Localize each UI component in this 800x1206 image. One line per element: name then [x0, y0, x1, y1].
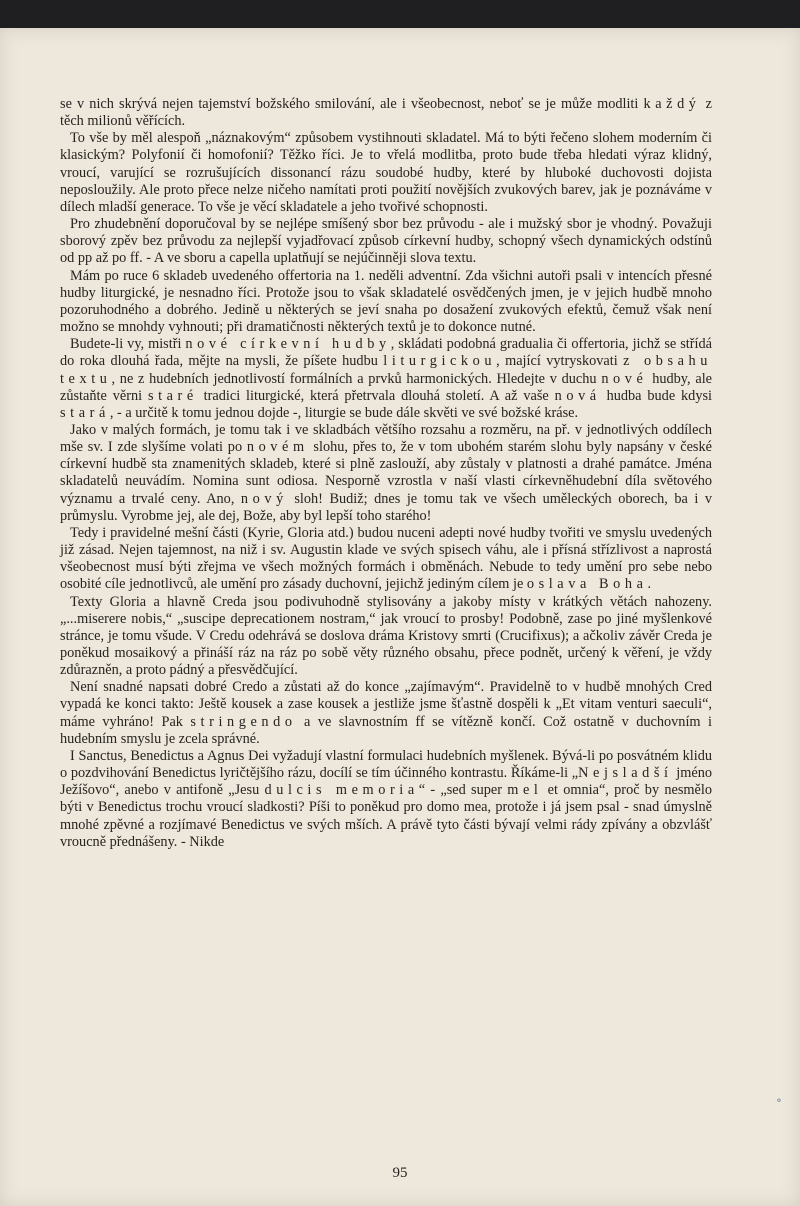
text-run: sloh! Budiž; dnes je tomu tak ve všech uměleckých oborech, ba i v průmyslu. Vyrobme jej, ale dej, Bože, aby byl lepší toho starého!: [60, 490, 712, 524]
text-run: hudby, ale zůstaňte věrni: [60, 370, 713, 404]
text-run: Tedy i pravidelné mešní části (Kyrie, Gloria atd.) budou nuceni adepti nové hudby tvořiti ve smyslu uvedených již zásad. Nejen tajemnost, na niž i sv. Augustin klade ve svých spisech váhu, ale i přísná střízlivost a naprostá všeobecnost musí býti zřejma ve všech možných formách i obměnách. Nebude to tedy umění pro sebe nebo osobité cíle jednotlivců, ale umění pro zásady duchovní, jejichž jediným cílem je: [60, 524, 712, 593]
text-run: a ve slavnostním ff se vítězně končí. Což ostatně v duchovním i hudebním smyslu je zcela správné.: [60, 713, 712, 747]
spaced-emphasis: staré: [147, 387, 198, 404]
text-run: tradici liturgické, která přetrvala dlouhá století. A až vaše: [197, 387, 555, 404]
spaced-emphasis: nová: [554, 387, 601, 404]
text-run: Pro zhudebnění doporučoval by se nejlépe smíšený sbor bez průvodu - ale i mužský sbor je vhodný. Považuji sborový zpěv bez průvodu za nejlepší vyjadřovací způsob církevní hudby, schopný všech dynamických odstínů od pp až po ff. - A ve sboru a capella uplatňují se nejúčinněji slova textu.: [60, 216, 712, 267]
spaced-emphasis: liturgickou: [383, 353, 497, 370]
text-run: , mající vytryskovati: [496, 353, 624, 370]
text-run: Budete-li vy, mistři: [70, 336, 186, 353]
spaced-emphasis: nové: [601, 370, 648, 387]
text-run: z těch milionů věřících.: [60, 96, 712, 130]
spaced-emphasis: mel: [507, 782, 543, 799]
paragraph: [60, 96, 712, 130]
text-run: , skládati podobná gradualia či offertoria, jichž se střídá do roka dlouhá řada, mějte na mysli, že píšete hudbu: [60, 336, 712, 370]
spaced-emphasis: stringendo: [190, 713, 297, 730]
paragraph: [60, 422, 712, 525]
page-number: 95: [392, 1165, 408, 1181]
text-run: I Sanctus, Benedictus a Agnus Dei vyžadují vlastní formulaci hudebních myšlenek. Bývá-li po posvátném klidu o pozdvihování Benedictus lyričtějšího rázu, docílí se tím účinného kontrastu. Říkáme-li „: [60, 747, 712, 782]
paragraph: [60, 268, 712, 337]
spaced-emphasis: novém: [246, 439, 309, 456]
paragraph: [60, 594, 712, 680]
text-run: , - a určitě k tomu jednou dojde -, liturgie se bude dále skvěti ve své božské kráse.: [109, 404, 579, 421]
paragraph: [60, 525, 712, 594]
book-page: [0, 28, 800, 1206]
text-run: Není snadné napsati dobré Credo a zůstati až do konce „zajímavým“. Pravidelně to v hudbě mnohých Cred vypadá ke konci takto: Ještě kousek a zase kousek a jestliže jsme šťastně dospěli k „Et vitam venturi saeculi“, máme vyhráno! Pak: [60, 679, 712, 730]
text-run: Mám po ruce 6 skladeb uvedeného offertoria na 1. neděli adventní. Zda všichni autoři psali v intencích přesné hudby liturgické, je nesnadno říci. Protože jsou to však skladatelé osvědčených jmen, je v jejich hudbě mnoho pozoruhodného a dobrého. Jedině u některých se jeví snaha po dosažení zvukových efektů, čemuž však není možno se mnohdy vyhnouti; při dramatičnosti některých textů je to dokonce nutné.: [60, 267, 712, 336]
text-run: se v nich skrývá nejen tajemství božského smilování, ale i všeobecnost, neboť se je může modliti: [60, 96, 644, 112]
paragraph: [60, 748, 712, 851]
paragraph: [60, 336, 712, 422]
spaced-emphasis: nový: [240, 490, 288, 507]
spaced-emphasis: každý: [643, 96, 701, 112]
text-run: Texty Gloria a hlavně Creda jsou podivuhodně stylisovány a jakoby místy v krátkých větách nahozeny. „...miserere nobis,“ „suscipe deprecationem nostram,“ jak vroucí to prosby! Podobně, zase po jiné myšlenkové stránce, je tomu všude. V Credu odehrává se doslova dráma Kristovy smrti (Crucifixus); a ačkoliv závěr Creda je poněkud mosaikový a přináší ráz na ráz po sobě věty různého obsahu, přece podnět, určený k věření, je vždy zdůrazněn, a proto pádný a přesvědčující.: [60, 593, 712, 679]
text-run: , ne z hudebních jednotlivostí formálních a prvků harmonických. Hledejte v duchu: [111, 370, 602, 387]
spaced-emphasis: oslava Boha: [526, 576, 648, 593]
spaced-emphasis: z obsahu textu: [60, 353, 712, 387]
text-run: .: [647, 576, 652, 593]
text-run: “ - „sed super: [418, 782, 508, 799]
text-run: hudba bude kdysi: [600, 387, 713, 404]
body-text: [60, 96, 712, 851]
paragraph: [60, 216, 712, 267]
spaced-emphasis: stará: [60, 404, 110, 421]
text-run: To vše by měl alespoň „náznakovým“ způsobem vystihnouti skladatel. Má to býti řečeno slohem moderním či klasickým? Polyfonií či homofonií? Těžko říci. Je to vřelá modlitba, proto bude třeba hledati výraz klidný, vroucí, varující se rozrušujících dissonancí rázu soudobé hudby, které by hluboké duchovosti dojista neposloužily. Ale proto přece nelze ničeho namítati proti použití novějších zvukových barev, jak je poznáváme v dílech mladší generace. To vše je věcí skladatele a jeho tvořivé schopnosti.: [60, 130, 712, 215]
spaced-emphasis: nové církevní hudby: [185, 336, 391, 353]
margin-mark: ∘: [776, 1093, 782, 1107]
text-run: et omnia“, proč by nesmělo býti v Benedictus trochu vroucí sladkosti? Píši to poněkud pro domo mea, protože i já jsem psal - snad úmyslně mnohé zpěvné a rozjímavé Benedictus ve svých mších. A právě tyto části bývají velmi rády zpívány a obzvlášť vroucně přednášeny. - Nikde: [60, 782, 712, 850]
spaced-emphasis: dulcis memoria: [264, 782, 419, 799]
spaced-emphasis: Nejsladší: [578, 765, 673, 782]
paragraph: [60, 130, 712, 216]
text-run: slohu, přes to, že v tom ubohém starém slohu byly napsány v české církevní hudbě sta znamenitých skladeb, které si plně zaslouží, aby zůstaly v platnosti a drahé památce. Jména skladatelů neuvádím. Nomina sunt odiosa. Nesporně vzrostla v naší vlasti církevněhudební díla světového významu a trvalé ceny. Ano,: [60, 439, 712, 507]
paragraph: [60, 679, 712, 748]
text-run: Jako v malých formách, je tomu tak i ve skladbách většího rozsahu a rozměru, na př. v jednotlivých oddílech mše sv. I zde slyšíme volati po: [60, 421, 712, 456]
text-run: jméno Ježíšovo“, anebo v antifoně „Jesu: [60, 765, 712, 799]
